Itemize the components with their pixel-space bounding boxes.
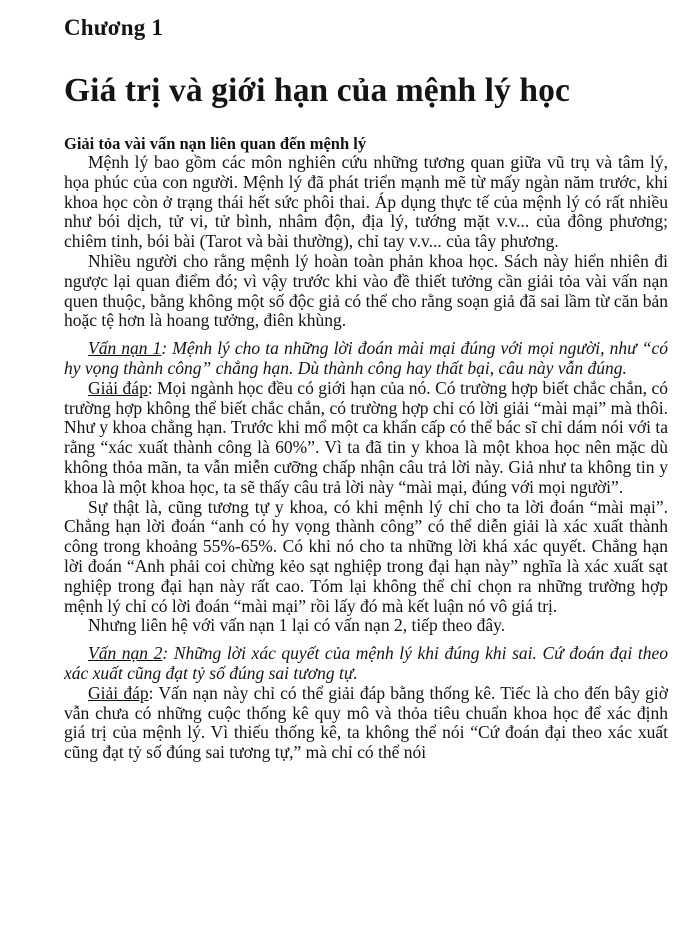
issue-2-answer-text: : Vấn nạn này chỉ có thể giải đáp bằng thống kê. Tiếc là cho đến bây giờ vẫn chưa có những cuộc thống kê quy mô và thỏa tiêu chuẩn khoa học để xác định giá trị của mệnh lý. Vì thiếu thống kê, ta không thể nói “Cứ đoán đại theo xác xuất cũng đạt tỷ số đúng sai tương tự,” mà chỉ có thể nói (64, 682, 668, 763)
issue-2-answer-label: Giải đáp (88, 682, 149, 703)
section-heading: Giải tỏa vài vấn nạn liên quan đến mệnh lý (64, 134, 367, 153)
intro-paragraph-2: Nhiều người cho rằng mệnh lý hoàn toàn phản khoa học. Sách này hiển nhiên đi ngược lại quan điểm đó; vì vậy trước khi vào đề thiết tưởng cần giải tỏa vài vấn nạn quen thuộc, bằng không một số độc giả có thể cho rằng soạn giả đã sai lầm từ căn bản hoặc tệ hơn là hoang tưởng, điên khùng. (64, 250, 668, 331)
issue-1-followup-1: Sự thật là, cũng tương tự y khoa, có khi mệnh lý chỉ cho ta lời đoán “mài mại”. Chẳng hạn lời đoán “anh có hy vọng thành công” có thể diễn giải là xác xuất thành công trong khoảng 55%-65%. Có khi nó cho ta những lời khá xác quyết. Chẳng hạn lời đoán “Anh phải coi chừng kẻo sạt nghiệp trong đại hạn này” nghĩa là xác xuất sạt nghiệp trong đại hạn này rất cao. Tóm lại không thể chỉ chọn ra những trường hợp mệnh lý chỉ có lời đoán “mài mại” rồi lấy đó mà kết luận nó vô giá trị. (64, 496, 668, 616)
issue-2-label: Vấn nạn 2 (88, 643, 163, 664)
issue-1-answer-label: Giải đáp (88, 377, 148, 398)
issue-1-question (64, 339, 668, 379)
issue-1-followup-2: Nhưng liên hệ với vấn nạn 1 lại có vấn nạn 2, tiếp theo đây. (88, 615, 506, 636)
chapter-label: Chương 1 (64, 15, 164, 40)
issue-1-answer (64, 379, 668, 498)
book-page (64, 14, 668, 763)
issue-1-answer-text: : Mọi ngành học đều có giới hạn của nó. Có trường hợp biết chắc chắn, có trường hợp không thể biết chắc chắn, có trường hợp chỉ có lời giải “mài mại” mà thôi. Như y khoa chẳng hạn. Trước khi mổ một ca khẩn cấp có thể bác sĩ chỉ dám nói với ta rằng “xác xuất thành công là 60%”. Vì ta đã tin y khoa là một khoa học nên mặc dù không thỏa mãn, ta vẫn miễn cưỡng chấp nhận câu trả lời này. Giả như ta không tin y khoa là một khoa học, ta sẽ thấy câu trả lời này “mài mại, đúng với mọi người”. (64, 377, 668, 497)
intro-paragraph-1: Mệnh lý bao gồm các môn nghiên cứu những tương quan giữa vũ trụ và tâm lý, họa phúc của con người. Mệnh lý đã phát triển mạnh mẽ từ mấy ngàn năm trước, khi khoa học còn ở trạng thái hết sức phôi thai. Áp dụng thực tế của mệnh lý có rất nhiều như bói dịch, tử vi, tử bình, nhâm độn, địa lý, tướng mặt v.v... của đông phương; chiêm tinh, bói bài (Tarot và bài thường), chỉ tay v.v... của tây phương. (64, 152, 668, 252)
issue-2-question (64, 644, 668, 684)
chapter-title: Giá trị và giới hạn của mệnh lý học (64, 72, 570, 109)
issue-1-label: Vấn nạn 1 (88, 338, 162, 359)
issue-2-answer (64, 684, 668, 763)
issue-2-question-text: : Những lời xác quyết của mệnh lý khi đúng khi sai. Cứ đoán đại theo xác xuất cũng đạt tỷ số đúng sai tương tự. (64, 643, 668, 683)
issue-1-question-text: : Mệnh lý cho ta những lời đoán mài mại đúng với mọi người, như “có hy vọng thành công” chẳng hạn. Dù thành công hay thất bại, câu này vẫn đúng. (64, 338, 668, 378)
